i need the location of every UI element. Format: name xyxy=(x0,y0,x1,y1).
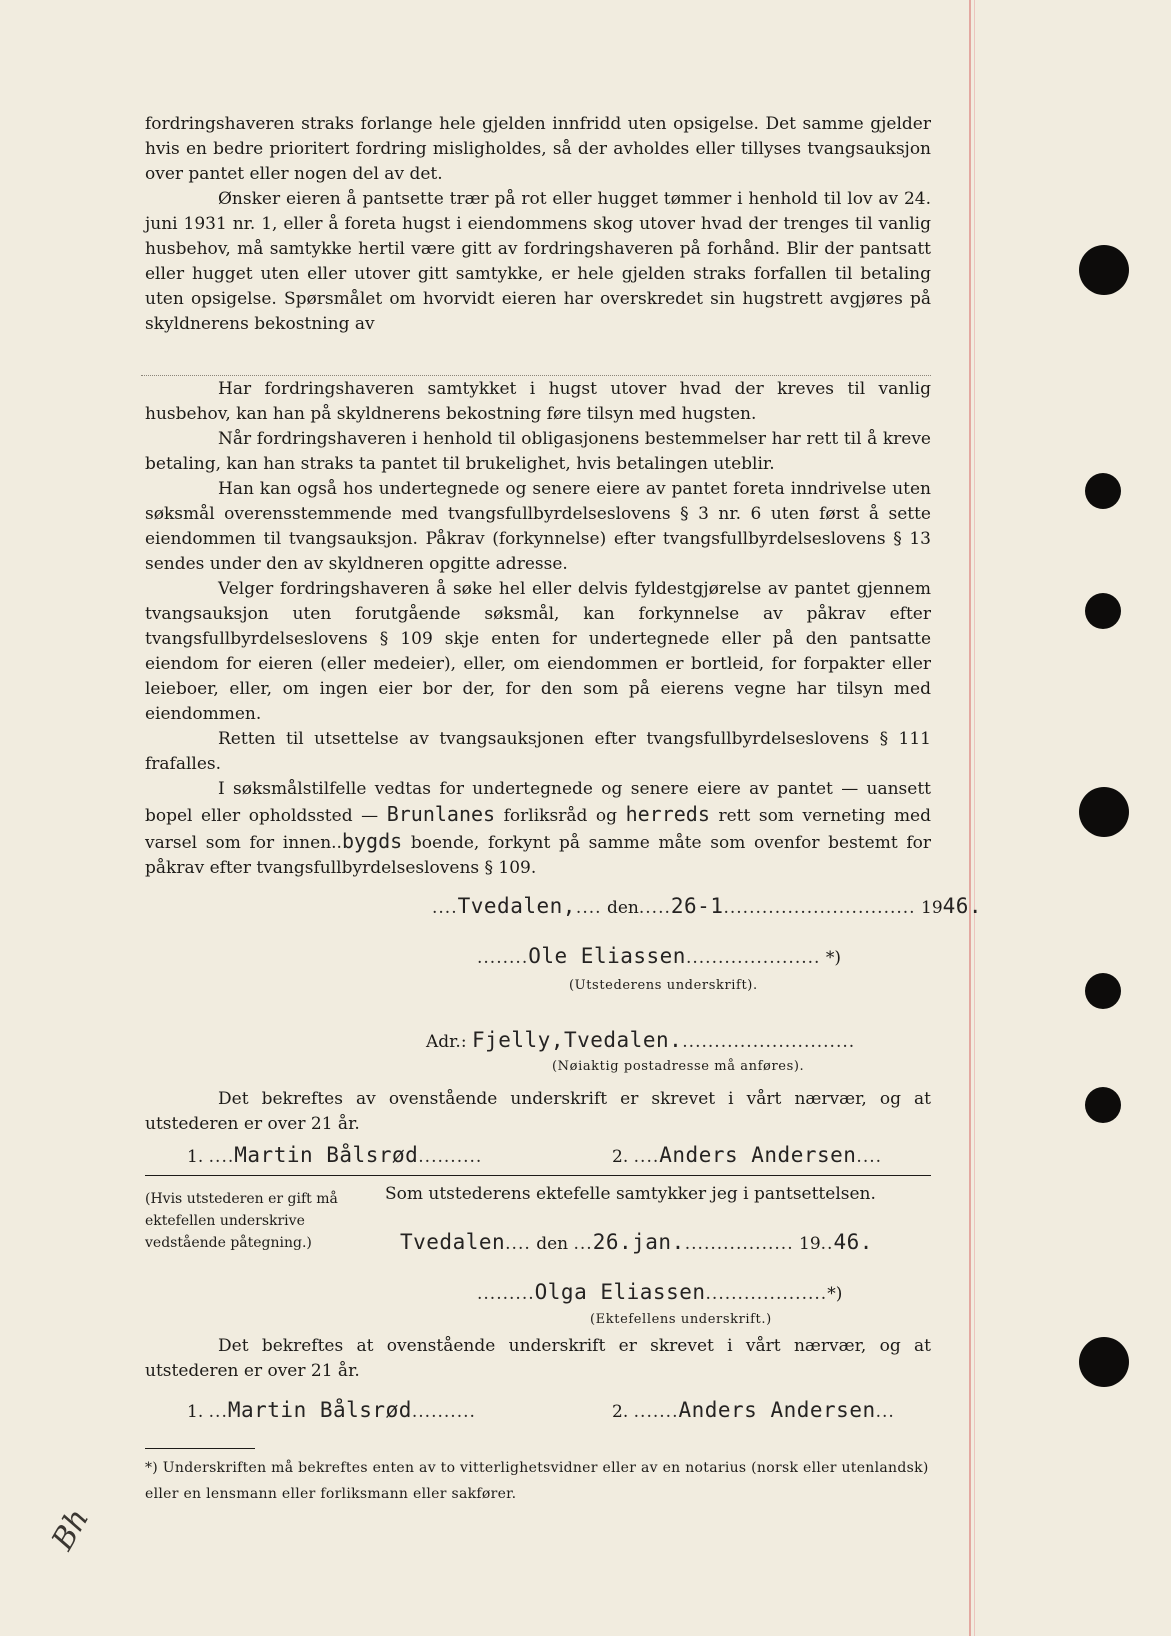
parish-handwritten: bygds xyxy=(341,829,403,853)
punch-hole xyxy=(1085,973,1121,1009)
issuer-date: 26-1 xyxy=(670,894,724,918)
spouse-date-line: Tvedalen.... den ...26.jan.................. 19..46. xyxy=(400,1230,873,1254)
venue-text: forliksråd og xyxy=(503,806,618,826)
footnote-rule xyxy=(145,1448,255,1449)
margin-rule-secondary xyxy=(974,0,975,1636)
adr-label: Adr.: xyxy=(426,1032,467,1052)
witness-intro-1 xyxy=(145,1087,931,1137)
paragraph: Retten til utsettelse av tvangsauksjonen efter tvangsfullbyrdelseslovens § 111 frafalles. xyxy=(145,729,931,774)
paragraph: Han kan også hos undertegnede og senere eiere av pantet foreta inndrivelse uten søksmål overensstemmende med tvangsfullbyrdelseslovens § 3 nr. 6 uten først å sette eiendommen til tvangsauksjon. Påkrav (forkynnelse) efter tvangsfullbyrdelseslovens § 13 sendes under den av skyldneren opgitte adresse. xyxy=(145,479,931,574)
year-suffix: 46. xyxy=(942,894,983,918)
venue-text: rett som verneting med varsel som for innen.. xyxy=(145,806,932,853)
spouse-signature-line: .........Olga Eliassen...................*) xyxy=(477,1280,843,1304)
address-caption: (Nøiaktig postadresse må anføres). xyxy=(552,1059,805,1074)
witness-intro-2 xyxy=(145,1334,931,1384)
punch-hole xyxy=(1079,787,1129,837)
punch-hole xyxy=(1085,1087,1121,1123)
year-prefix: 19 xyxy=(799,1234,821,1254)
witness-name: Anders Andersen xyxy=(678,1398,876,1422)
signature-mark: *) xyxy=(825,948,841,968)
punch-hole xyxy=(1085,473,1121,509)
issuer-place: Tvedalen, xyxy=(457,894,576,918)
top-text-block xyxy=(145,112,931,337)
witness-name: Martin Bålsrød xyxy=(227,1398,412,1422)
issuer-date-line: ....Tvedalen,.... den.....26-1.............................. 1946. xyxy=(432,894,983,918)
section-rule xyxy=(145,1175,931,1176)
margin-rule xyxy=(969,0,971,1636)
witness-line-2: 1. ...Martin Bålsrød.......... xyxy=(187,1398,476,1422)
issuer-signature-line: ........Ole Eliassen..................... *) xyxy=(477,944,841,968)
paragraph: Det bekreftes av ovenstående underskrift er skrevet i vårt nærvær, og at utstederen er over 21 år. xyxy=(145,1089,931,1134)
spouse-date: 26.jan. xyxy=(592,1230,685,1254)
venue-text: boende, forkynt på samme måte som ovenfor bestemt for påkrav efter tvangsfullbyrdelseslovens § 109. xyxy=(145,833,931,878)
spouse-place: Tvedalen xyxy=(400,1230,506,1254)
margin-scribble: Bh xyxy=(45,1502,97,1557)
witness-label: 1. xyxy=(187,1402,204,1422)
spouse-signature: Olga Eliassen xyxy=(534,1280,706,1304)
jurisdiction-handwritten: herreds xyxy=(625,802,710,826)
witness-label: 2. xyxy=(612,1402,629,1422)
witness-name: Anders Andersen xyxy=(659,1143,857,1167)
signature-caption: (Utstederens underskrift). xyxy=(569,978,758,993)
issuer-address: Fjelly,Tvedalen. xyxy=(471,1028,683,1052)
den-label: den xyxy=(606,898,639,918)
spouse-consent: Som utstederens ektefelle samtykker jeg i pantsettelsen. xyxy=(385,1184,876,1204)
signature-mark: *) xyxy=(827,1284,843,1304)
section-separator xyxy=(141,375,931,376)
paragraph: Ønsker eieren å pantsette trær på rot eller hugget tømmer i henhold til lov av 24. juni 1931 nr. 1, eller å foreta hugst i eiendommens skog utover hvad der trenges til vanlig husbehov, må samtykke hertil være gitt av fordringshaveren på forhånd. Blir der pantsatt eller hugget uten eller utover gitt samtykke, er hele gjelden straks forfallen til betaling uten opsigelse. Spørsmålet om hvorvidt eieren har overskredet sin hugstrett avgjøres på skyldnerens bekostning av xyxy=(145,189,931,334)
witness-line-1b: 2. ....Anders Andersen.... xyxy=(612,1143,883,1167)
venue-text: I søksmålstilfelle vedtas for undertegnede og senere eiere av pantet — uansett bopel eller opholdssted — xyxy=(145,779,931,826)
punch-hole xyxy=(1085,593,1121,629)
witness-line-2b: 2. .......Anders Andersen... xyxy=(612,1398,895,1422)
main-text-block xyxy=(145,377,931,881)
paragraph: Det bekreftes at ovenstående underskrift er skrevet i vårt nærvær, og at utstederen er over 21 år. xyxy=(145,1336,931,1381)
court-handwritten: Brunlanes xyxy=(386,802,496,826)
address-line: Adr.: Fjelly,Tvedalen............................ xyxy=(426,1028,856,1052)
witness-label: 1. xyxy=(187,1147,204,1167)
witness-label: 2. xyxy=(612,1147,629,1167)
paragraph: Har fordringshaveren samtykket i hugst utover hvad der kreves til vanlig husbehov, kan han på skyldnerens bekostning føre tilsyn med hugsten. xyxy=(145,379,931,424)
witness-line-1: 1. ....Martin Bålsrød.......... xyxy=(187,1143,483,1167)
year-suffix: 46. xyxy=(833,1230,873,1254)
punch-hole xyxy=(1079,1337,1129,1387)
paragraph: Velger fordringshaveren å søke hel eller delvis fyldestgjørelse av pantet gjennem tvangsauksjon uten forutgående søksmål, kan forkynnelse av påkrav efter tvangsfullbyrdelseslovens § 109 skje enten for undertegnede eller på den pantsatte eiendom for eieren (eller medeier), eller, om eiendommen er bortleid, for forpakter eller leieboer, eller, om ingen eier bor der, for den som på eierens vegne har tilsyn med eiendommen. xyxy=(145,579,931,724)
issuer-signature: Ole Eliassen xyxy=(528,944,686,968)
spouse-note: (Hvis utstederen er gift må ektefellen underskrive vedstående påtegning.) xyxy=(145,1191,338,1251)
witness-name: Martin Bålsrød xyxy=(234,1143,419,1167)
venue-paragraph xyxy=(145,777,931,881)
spouse-signature-caption: (Ektefellens underskrift.) xyxy=(590,1312,772,1327)
year-prefix: 19 xyxy=(921,898,943,918)
footnote: *) Underskriften må bekreftes enten av to vitterlighetsvidner eller av en notarius (norsk eller utenlandsk) eller en lensmann eller forliksmann eller sakfører. xyxy=(145,1460,929,1502)
paragraph: fordringshaveren straks forlange hele gjelden innfridd uten opsigelse. Det samme gjelder hvis en bedre prioritert fordring misligholdes, så der avholdes eller tillyses tvangsauksjon over pantet eller nogen del av det. xyxy=(145,114,931,184)
paragraph: Når fordringshaveren i henhold til obligasjonens bestemmelser har rett til å kreve betaling, kan han straks ta pantet til brukelighet, hvis betalingen uteblir. xyxy=(145,429,931,474)
punch-hole xyxy=(1079,245,1129,295)
den-label: den xyxy=(536,1234,569,1254)
